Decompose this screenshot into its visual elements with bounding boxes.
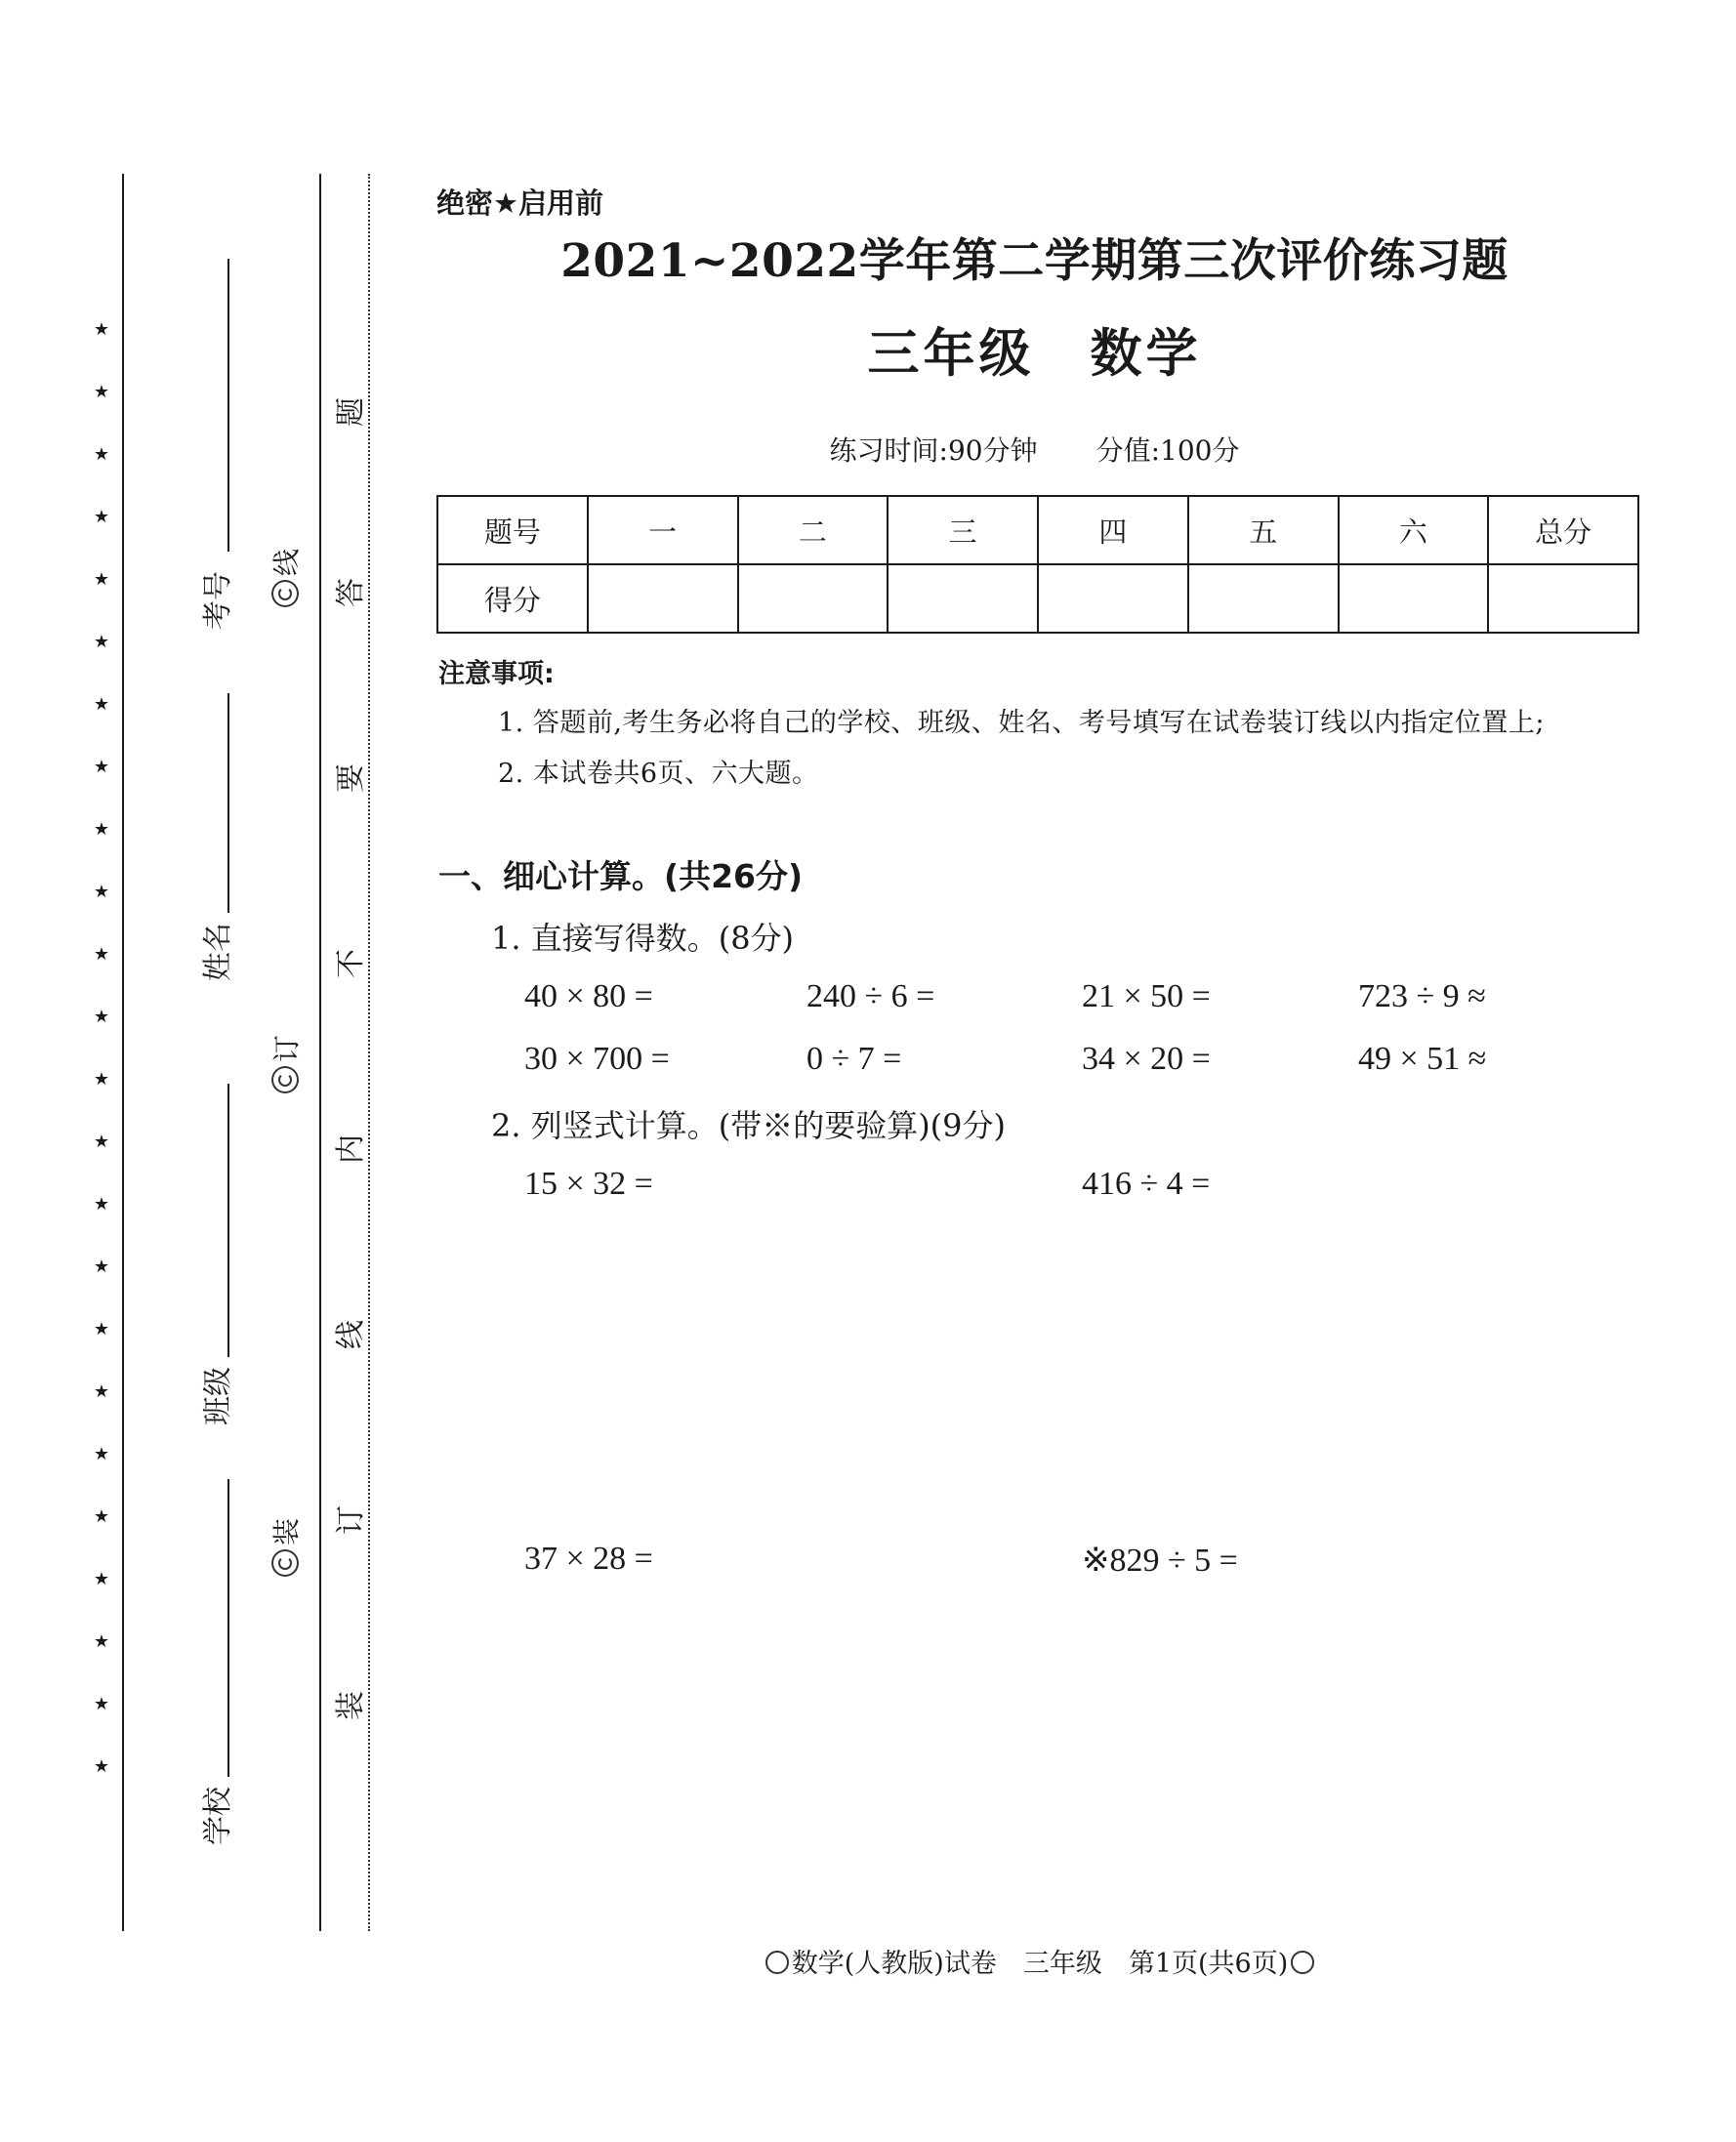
seal-char: 题 [334,397,368,427]
calc-item: 30 × 700 = [524,1041,670,1077]
star-icon: ★ [93,1381,110,1402]
calc-item: 21 × 50 = [1082,978,1211,1014]
score-cell[interactable] [1339,564,1489,633]
exam-score: 分值:100分 [1095,434,1240,467]
note-item: 1. 答题前,考生务必将自己的学校、班级、姓名、考号填写在试卷装订线以内指定位置上; [498,708,1546,738]
star-icon: ★ [93,1756,110,1777]
score-cell[interactable] [588,564,738,633]
section-title: 一、细心计算。(共26分) [438,857,804,895]
star-icon: ★ [93,632,110,652]
star-icon: ★ [93,1007,110,1027]
vertical-calc-item: 15 × 32 = [524,1166,653,1202]
binding-inner-line [319,174,321,1931]
star-icon: ★ [93,1319,110,1339]
note-item: 2. 本试卷共6页、六大题。 [498,759,819,789]
star-icon: ★ [93,944,110,965]
binding-outer-line [122,174,124,1931]
field-label-name: 姓名 [201,923,235,981]
star-icon: ★ [93,757,110,777]
notes-title: 注意事项: [438,659,555,689]
bind-mark-bind: 装 [266,1518,305,1577]
vertical-calc-item: 37 × 28 = [524,1541,653,1577]
binding-dotted-line [368,174,370,1931]
field-label-class: 班级 [201,1367,235,1425]
seal-char: 要 [334,763,368,793]
calc-item: 34 × 20 = [1082,1041,1211,1077]
seal-char: 订 [334,1505,368,1535]
star-icon: ★ [93,819,110,840]
star-icon: ★ [93,882,110,902]
score-table [436,495,1639,634]
seal-char: 装 [334,1691,368,1720]
score-table-header: 总分 [1488,496,1638,564]
name-line[interactable] [227,693,229,913]
star-icon: ★ [93,1132,110,1152]
score-table-header-row [437,496,1638,564]
class-line[interactable] [227,1084,229,1357]
score-cell[interactable] [1488,564,1638,633]
exam-subtitle: 三年级 数学 [867,323,1202,384]
score-table-header: 六 [1339,496,1489,564]
star-icon: ★ [93,1631,110,1652]
vertical-calc-item: ※829 ÷ 5 = [1082,1543,1238,1579]
score-cell[interactable] [1038,564,1188,633]
exam-time: 练习时间:90分钟 [829,434,1038,467]
field-label-school: 学校 [201,1787,235,1845]
star-icon: ★ [93,1694,110,1714]
publisher-logo-icon [1291,1951,1314,1974]
calc-item: 40 × 80 = [524,978,653,1014]
score-cell[interactable] [1188,564,1339,633]
footer-text: 数学(人教版)试卷 三年级 第1页(共6页) [791,1949,1289,1979]
seal-char: 答 [334,578,368,607]
star-icon: ★ [93,382,110,402]
star-icon: ★ [93,444,110,465]
bind-mark-staple: 订 [266,1035,305,1093]
school-line[interactable] [227,1479,229,1777]
calc-item: 723 ÷ 9 ≈ [1358,978,1486,1014]
star-icon: ★ [93,1069,110,1090]
star-icon: ★ [93,319,110,340]
score-table-score-row [437,564,1638,633]
field-label-exam-number: 考号 [201,571,235,630]
seal-char: 线 [334,1320,368,1349]
seal-char: 不 [334,949,368,978]
question-title: 2. 列竖式计算。(带※的要验算)(9分) [491,1107,1007,1144]
score-cell[interactable] [888,564,1038,633]
score-table-header: 三 [888,496,1038,564]
page-footer [742,1942,1338,1980]
publisher-logo-icon [271,580,299,607]
bind-mark-line: 线 [266,549,305,607]
publisher-logo-icon [271,1549,299,1577]
vertical-calc-item: 416 ÷ 4 = [1082,1166,1211,1202]
score-row-label: 得分 [437,564,588,633]
star-icon: ★ [93,569,110,590]
calc-item: 0 ÷ 7 = [806,1041,902,1077]
exam-meta [436,430,1633,469]
score-cell[interactable] [738,564,889,633]
confidential-mark: 绝密★启用前 [436,186,603,220]
star-icon: ★ [93,1194,110,1215]
star-icon: ★ [93,1444,110,1464]
publisher-logo-icon [765,1951,789,1974]
score-table-header: 二 [738,496,889,564]
question-title: 1. 直接写得数。(8分) [491,920,795,957]
score-table-header: 四 [1038,496,1188,564]
score-table-header: 题号 [437,496,588,564]
star-icon: ★ [93,1256,110,1277]
publisher-logo-icon [271,1066,299,1093]
score-table-header: 一 [588,496,738,564]
seal-char: 内 [334,1134,368,1164]
star-icon: ★ [93,694,110,715]
exam-number-line[interactable] [227,259,229,552]
star-icon: ★ [93,1569,110,1589]
star-icon: ★ [93,1506,110,1527]
calc-item: 49 × 51 ≈ [1358,1041,1487,1077]
exam-title: 2021~2022学年第二学期第三次评价练习题 [560,234,1509,288]
star-icon: ★ [93,507,110,527]
score-table-header: 五 [1188,496,1339,564]
calc-item: 240 ÷ 6 = [806,978,935,1014]
